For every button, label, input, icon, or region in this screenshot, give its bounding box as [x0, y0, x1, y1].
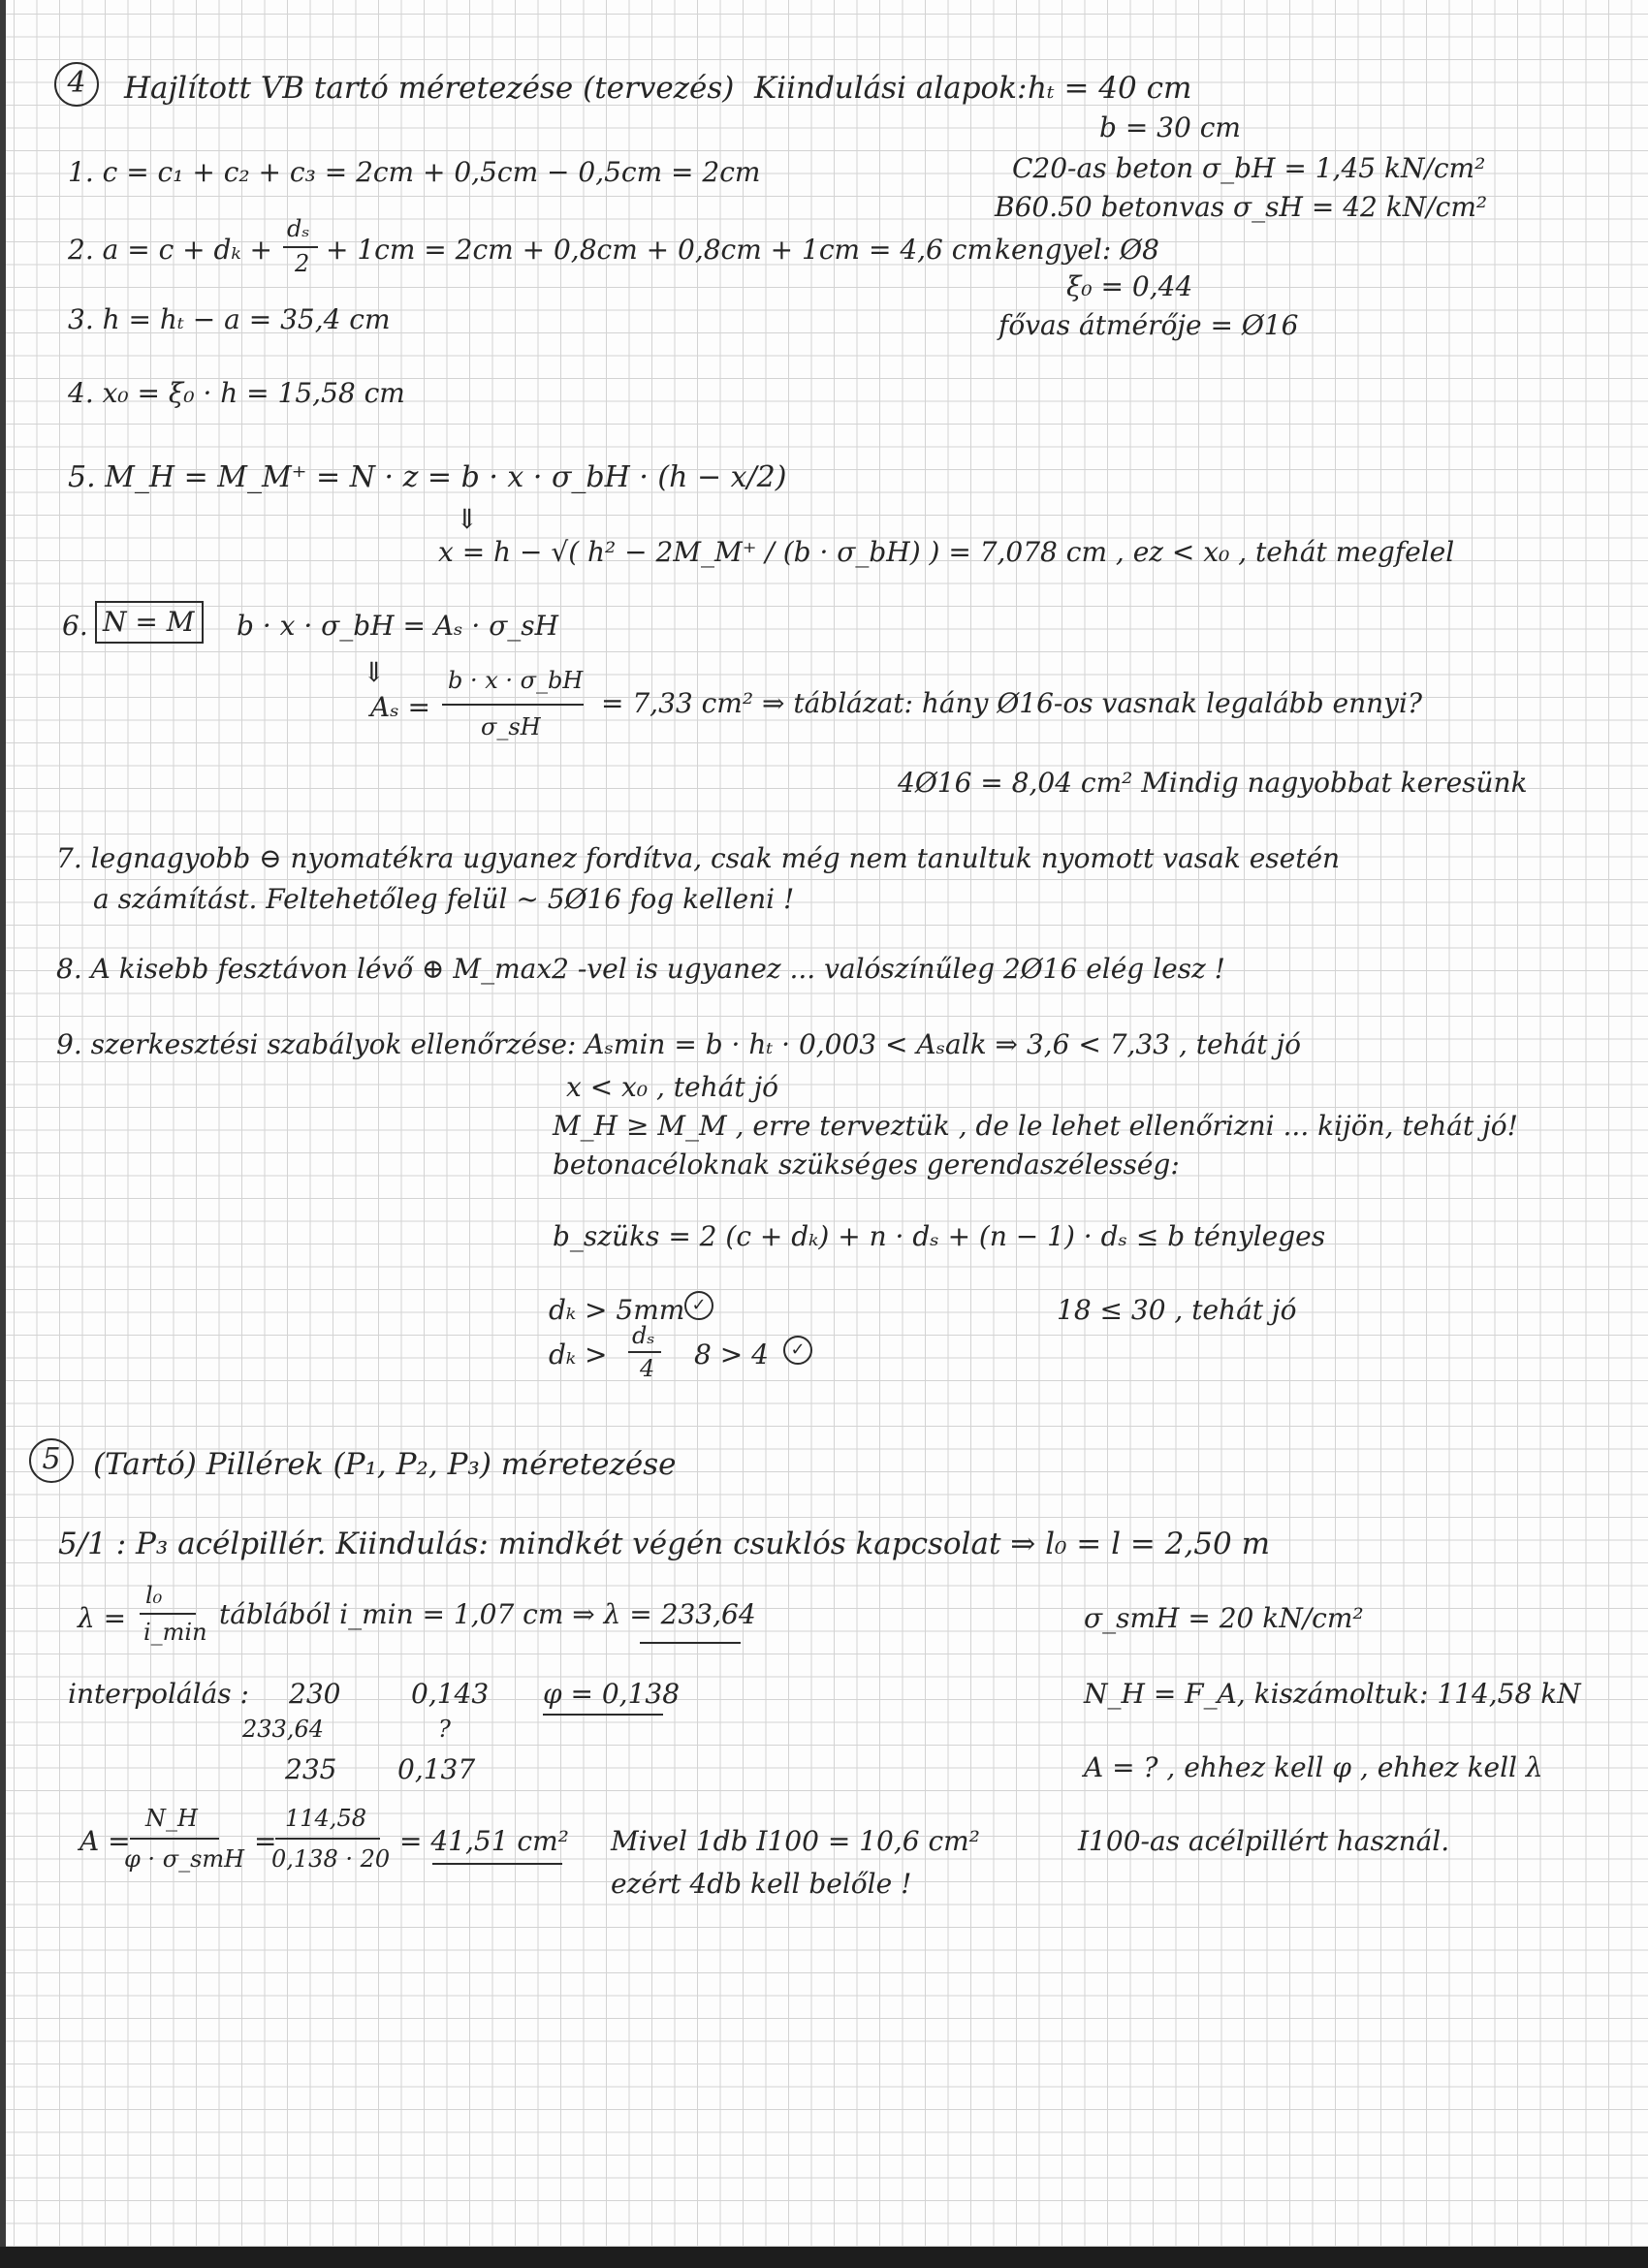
lambda-frac-num: l₀ [145, 1582, 163, 1609]
step-9-line-6: dₖ > 5mm [549, 1294, 685, 1326]
area-note-1: Mivel 1db I100 = 10,6 cm² [611, 1825, 980, 1857]
given-main-bar: fővas átmérője = Ø16 [998, 309, 1299, 341]
step-2-frac-bar [283, 246, 318, 248]
section-number-4: 4 [54, 62, 99, 107]
interp-phi-2: ? [438, 1716, 451, 1743]
step-8: 8. A kisebb fesztávon lévő ⊕ M_max2 -vel is ugyanez ... valószínűleg 2Ø16 elég lesz ! [56, 953, 1225, 985]
step-9-line-7-b: 8 > 4 [694, 1339, 769, 1370]
interp-lambda-2: 233,64 [242, 1716, 324, 1743]
step-9-line-7: dₖ > [549, 1339, 608, 1370]
step-6-arrow: ⇓ [363, 656, 386, 688]
step-2-frac-den: 2 [295, 250, 310, 277]
step-1: 1. c = c₁ + c₂ + c₃ = 2cm + 0,5cm − 0,5cm = 2cm [68, 156, 761, 188]
check-mark-1: ✓ [684, 1291, 713, 1320]
interp-lambda-3: 235 [285, 1753, 337, 1785]
scan-edge [0, 0, 6, 2247]
area-den-2: 0,138 · 20 [271, 1845, 391, 1873]
section-5-sub: 5/1 : P₃ acélpillér. Kiindulás: mindkét végén csuklós kapcsolat ⇒ l₀ = l = 2,50 m [58, 1527, 1270, 1561]
lambda-frac-den: i_min [143, 1619, 207, 1646]
start-b: b = 30 cm [1099, 111, 1241, 143]
step-6-as-num: b · x · σ_bH [448, 667, 584, 694]
area-label: A = [79, 1825, 131, 1857]
step-9-line-2: x < x₀ , tehát jó [566, 1071, 779, 1103]
sigma-smh: σ_smH = 20 kN/cm² [1084, 1602, 1364, 1634]
given-xi0: ξ₀ = 0,44 [1066, 270, 1193, 302]
step-7-line-2: a számítást. Feltehetőleg felül ~ 5Ø16 fog kelleni ! [93, 883, 795, 915]
check-mark-2: ✓ [783, 1336, 812, 1365]
step-5-arrow: ⇓ [456, 503, 479, 535]
step-6-as-label: Aₛ = [370, 691, 431, 723]
nh-value: N_H = F_A, kiszámoltuk: 114,58 kN [1084, 1678, 1581, 1710]
step-6-as-bar [442, 704, 584, 706]
area-bar-1 [130, 1838, 219, 1840]
area-den-1: φ · σ_smH [124, 1845, 245, 1873]
lambda-frac-bar [140, 1613, 196, 1615]
step-2-a: 2. a = c + dₖ + [68, 234, 273, 266]
area-underline [432, 1863, 562, 1865]
step-6-as-result: = 7,33 cm² ⇒ táblázat: hány Ø16-os vasnak legalább ennyi? [601, 687, 1422, 719]
area-eq-sign: = [254, 1825, 277, 1857]
step-9-result: 18 ≤ 30 , tehát jó [1057, 1294, 1297, 1326]
step-3: 3. h = hₜ − a = 35,4 cm [68, 303, 391, 335]
interp-phi-3: 0,137 [397, 1753, 476, 1785]
step-6-eq: b · x · σ_bH = Aₛ · σ_sH [237, 610, 559, 642]
area-bar-2 [275, 1838, 380, 1840]
step-4: 4. x₀ = ξ₀ · h = 15,58 cm [68, 377, 405, 409]
step-2-b: + 1cm = 2cm + 0,8cm + 0,8cm + 1cm = 4,6 cm [326, 234, 993, 266]
given-stirrup: kengyel: Ø8 [995, 234, 1159, 266]
step-6-box-text: N = M [103, 606, 195, 638]
lambda-underline [640, 1642, 741, 1644]
interp-lambda-1: 230 [289, 1678, 341, 1710]
step-9-line-5: b_szüks = 2 (c + dₖ) + n · dₛ + (n − 1) · dₛ ≤ b tényleges [553, 1220, 1326, 1252]
phi-underline [543, 1714, 663, 1716]
start-label: Kiindulási alapok: [754, 71, 1028, 106]
step-9-frac-num: dₛ [632, 1322, 655, 1349]
interp-phi-1: 0,143 [411, 1678, 490, 1710]
scan-bottom-edge [0, 2247, 1648, 2268]
step-6-choice: 4Ø16 = 8,04 cm² Mindig nagyobbat keresünk [898, 767, 1528, 799]
step-6-num: 6. [62, 610, 88, 642]
step-9-frac-den: 4 [640, 1355, 655, 1382]
lambda-label: λ = [78, 1602, 127, 1634]
step-9-line-4: betonacéloknak szükséges gerendaszélesség: [553, 1149, 1180, 1181]
a-note: A = ? , ehhez kell φ , ehhez kell λ [1084, 1751, 1543, 1783]
section-number-5: 5 [29, 1438, 74, 1483]
area-num-1: N_H [145, 1805, 198, 1832]
step-7-line-1: 7. legnagyobb ⊖ nyomatékra ugyanez fordítva, csak még nem tanultuk nyomott vasak esetén [56, 842, 1341, 874]
area-num-2: 114,58 [285, 1805, 366, 1832]
section-title-4: Hajlított VB tartó méretezése (tervezés) [124, 71, 735, 106]
step-6-as-den: σ_sH [481, 713, 541, 740]
lambda-text: táblából i_min = 1,07 cm ⇒ λ = 233,64 [219, 1598, 756, 1630]
area-result: = 41,51 cm² [399, 1825, 569, 1857]
area-note-2: ezért 4db kell belőle ! [611, 1868, 912, 1900]
step-9-line-1: 9. szerkesztési szabályok ellenőrzése: Aₛmin = b · hₜ · 0,003 < Aₛalk ⇒ 3,6 < 7,33 , tehát jó [56, 1028, 1301, 1060]
step-9-line-3: M_H ≥ M_M , erre terveztük , de le lehet ellenőrizni ... kijön, tehát jó! [553, 1110, 1518, 1142]
given-rebar: B60.50 betonvas σ_sH = 42 kN/cm² [995, 191, 1488, 223]
start-ht: hₜ = 40 cm [1028, 71, 1192, 106]
step-2-frac-num: dₛ [287, 215, 310, 242]
step-9-frac-bar [628, 1351, 661, 1353]
given-concrete: C20-as beton σ_bH = 1,45 kN/cm² [1012, 152, 1486, 184]
column-choice: I100-as acélpillért használ. [1078, 1825, 1450, 1857]
phi-result: φ = 0,138 [543, 1678, 681, 1710]
interp-label: interpolálás : [68, 1678, 249, 1710]
step-5: 5. M_H = M_M⁺ = N · z = b · x · σ_bH · (h − x/2) [68, 460, 787, 494]
section-title-5: (Tartó) Pillérek (P₁, P₂, P₃) méretezése [93, 1447, 677, 1482]
step-5-x: x = h − √( h² − 2M_M⁺ / (b · σ_bH) ) = 7,078 cm , ez < x₀ , tehát megfelel [438, 536, 1455, 568]
